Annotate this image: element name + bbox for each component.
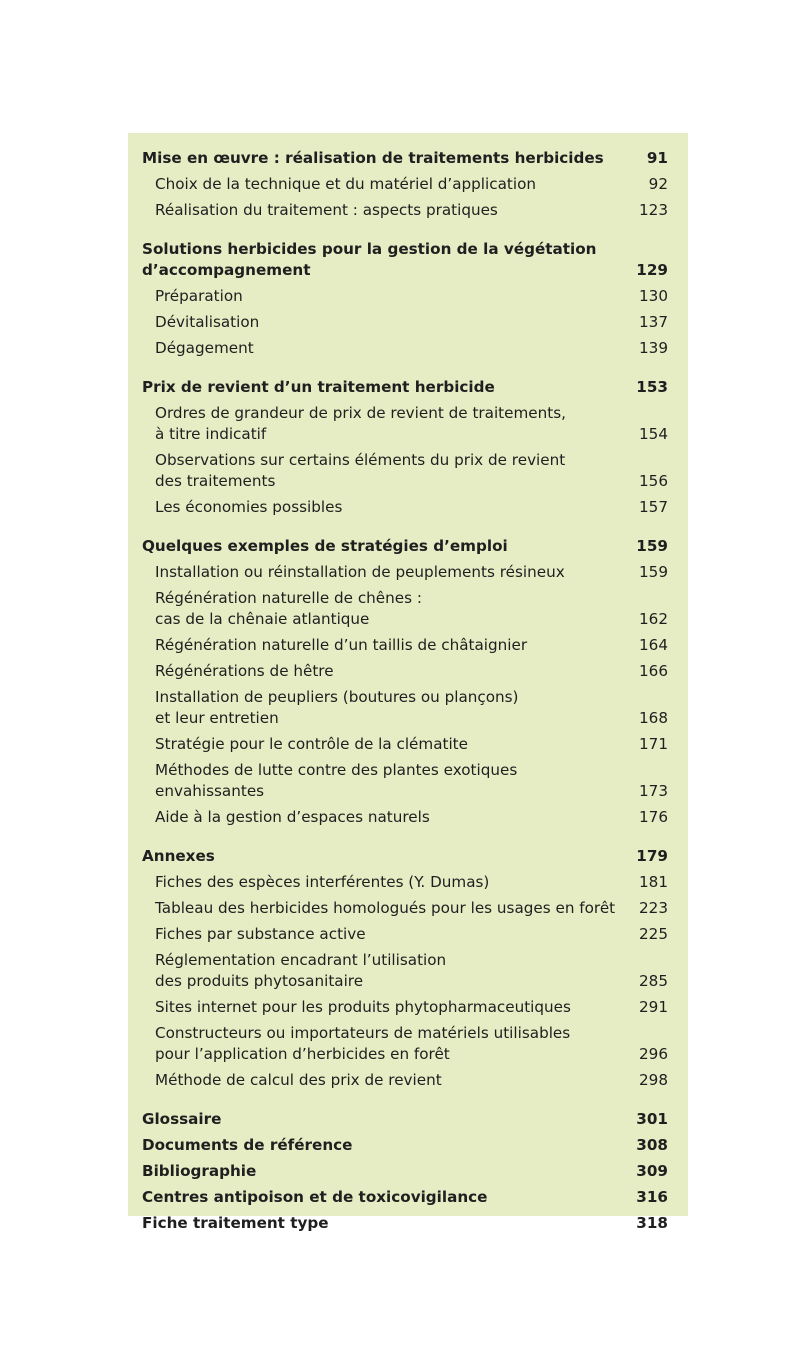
toc-page-number: 154 <box>639 424 668 443</box>
toc-section <box>142 533 668 830</box>
toc-subentry[interactable] <box>142 335 668 361</box>
toc-subentry[interactable] <box>142 947 668 994</box>
toc-page-number: 291 <box>639 997 668 1016</box>
toc-page-number: 298 <box>639 1070 668 1089</box>
toc-chapter-title: Prix de revient d’un traitement herbicide <box>142 377 495 396</box>
toc-subentry-title: Méthodes de lutte contre des plantes exotiques envahissantes <box>155 760 518 800</box>
toc-page-number: 123 <box>639 200 668 219</box>
toc-subentry[interactable] <box>142 895 668 921</box>
toc-page-number: 166 <box>639 661 668 680</box>
toc-subentry[interactable] <box>142 658 668 684</box>
toc-page-number: 153 <box>636 377 668 396</box>
toc-subentry-title: Régénération naturelle d’un taillis de châtaignier <box>155 635 528 654</box>
toc-subentry[interactable] <box>142 921 668 947</box>
toc-subentry[interactable] <box>142 869 668 895</box>
toc-chapter-entry[interactable] <box>142 533 668 559</box>
toc-subentry[interactable] <box>142 283 668 309</box>
toc-subentry[interactable] <box>142 559 668 585</box>
toc-page-number: 168 <box>639 708 668 727</box>
toc-subentry-title: Installation ou réinstallation de peuplements résineux <box>155 562 565 581</box>
toc-subentry[interactable] <box>142 684 668 731</box>
toc-subentry-title: Fiches des espèces interférentes (Y. Dumas) <box>155 872 490 891</box>
toc-page-number: 316 <box>636 1187 668 1206</box>
toc-section <box>142 236 668 361</box>
toc-subentry[interactable] <box>142 494 668 520</box>
toc-chapter-entry[interactable] <box>142 843 668 869</box>
toc-chapter-title: Quelques exemples de stratégies d’emploi <box>142 536 508 555</box>
toc-subentry-title: Régénération naturelle de chênes : cas de la chênaie atlantique <box>155 588 422 628</box>
toc-page-number: 157 <box>639 497 668 516</box>
toc-page-number: 318 <box>636 1213 668 1232</box>
toc-page-number: 176 <box>639 807 668 826</box>
toc-chapter-title: Documents de référence <box>142 1135 353 1154</box>
toc-chapter-entry[interactable] <box>142 1132 668 1158</box>
toc-subentry[interactable] <box>142 171 668 197</box>
toc-page-number: 296 <box>639 1044 668 1063</box>
toc-subentry-title: Stratégie pour le contrôle de la clématite <box>155 734 468 753</box>
toc-chapter-entry[interactable] <box>142 1184 668 1210</box>
toc-subentry-title: Tableau des herbicides homologués pour les usages en forêt <box>155 898 616 917</box>
toc-subentry[interactable] <box>142 632 668 658</box>
toc-section-final <box>142 1106 668 1236</box>
toc-page-number: 171 <box>639 734 668 753</box>
toc-chapter-title: Mise en œuvre : réalisation de traitements herbicides <box>142 148 604 167</box>
toc-chapter-title: Glossaire <box>142 1109 222 1128</box>
toc-subentry-title: Dégagement <box>155 338 254 357</box>
toc-page-number: 130 <box>639 286 668 305</box>
toc-chapter-title: Solutions herbicides pour la gestion de la végétation d’accompagnement <box>142 239 597 279</box>
toc-chapter-title: Bibliographie <box>142 1161 257 1180</box>
toc-page-number: 308 <box>636 1135 668 1154</box>
toc-subentry-title: Ordres de grandeur de prix de revient de traitements, à titre indicatif <box>155 403 566 443</box>
toc-page-number: 301 <box>636 1109 668 1128</box>
toc-chapter-title: Centres antipoison et de toxicovigilance <box>142 1187 488 1206</box>
toc-subentry[interactable] <box>142 447 668 494</box>
toc-page-number: 129 <box>636 260 668 279</box>
toc-subentry-title: Constructeurs ou importateurs de matériels utilisables pour l’application d’herbicides en forêt <box>155 1023 571 1063</box>
toc-subentry[interactable] <box>142 804 668 830</box>
toc-page-number: 164 <box>639 635 668 654</box>
toc-subentry-title: Réalisation du traitement : aspects pratiques <box>155 200 498 219</box>
toc-page-number: 173 <box>639 781 668 800</box>
toc-subentry[interactable] <box>142 197 668 223</box>
toc-chapter-title: Fiche traitement type <box>142 1213 329 1232</box>
toc-subentry[interactable] <box>142 400 668 447</box>
toc-subentry[interactable] <box>142 731 668 757</box>
toc-page-number: 159 <box>636 536 668 555</box>
toc-page-number: 181 <box>639 872 668 891</box>
toc-page-number: 162 <box>639 609 668 628</box>
toc-chapter-entry[interactable] <box>142 1158 668 1184</box>
toc-page-number: 92 <box>648 174 668 193</box>
toc-subentry-title: Les économies possibles <box>155 497 343 516</box>
toc-section <box>142 843 668 1093</box>
toc-subentry[interactable] <box>142 994 668 1020</box>
toc-subentry-title: Dévitalisation <box>155 312 260 331</box>
toc-page-number: 91 <box>646 148 668 167</box>
toc-page-number: 179 <box>636 846 668 865</box>
toc-page-number: 225 <box>639 924 668 943</box>
toc-subentry-title: Choix de la technique et du matériel d’application <box>155 174 537 193</box>
toc-page-number: 159 <box>639 562 668 581</box>
toc-chapter-title: Annexes <box>142 846 215 865</box>
toc-subentry-title: Installation de peupliers (boutures ou plançons) et leur entretien <box>155 687 519 727</box>
toc-subentry-title: Préparation <box>155 286 243 305</box>
toc-page-number: 223 <box>639 898 668 917</box>
toc-section <box>142 145 668 223</box>
toc-subentry-title: Régénérations de hêtre <box>155 661 334 680</box>
toc-chapter-entry[interactable] <box>142 236 668 283</box>
toc-subentry-title: Observations sur certains éléments du prix de revient des traitements <box>155 450 566 490</box>
toc-page-number: 285 <box>639 971 668 990</box>
toc-chapter-entry[interactable] <box>142 145 668 171</box>
toc-subentry-title: Fiches par substance active <box>155 924 366 943</box>
toc-subentry[interactable] <box>142 1067 668 1093</box>
table-of-contents <box>128 133 688 1232</box>
toc-subentry[interactable] <box>142 309 668 335</box>
toc-page-number: 137 <box>639 312 668 331</box>
toc-page-number: 139 <box>639 338 668 357</box>
toc-subentry[interactable] <box>142 1020 668 1067</box>
toc-page-number: 156 <box>639 471 668 490</box>
toc-chapter-entry[interactable] <box>142 1210 668 1236</box>
toc-page-number: 309 <box>636 1161 668 1180</box>
toc-chapter-entry[interactable] <box>142 1106 668 1132</box>
toc-subentry-title: Sites internet pour les produits phytopharmaceutiques <box>155 997 571 1016</box>
toc-chapter-entry[interactable] <box>142 374 668 400</box>
toc-section <box>142 374 668 520</box>
toc-subentry-title: Réglementation encadrant l’utilisation des produits phytosanitaire <box>155 950 447 990</box>
toc-subentry[interactable] <box>142 585 668 632</box>
toc-subentry-title: Aide à la gestion d’espaces naturels <box>155 807 430 826</box>
toc-subentry-title: Méthode de calcul des prix de revient <box>155 1070 442 1089</box>
toc-subentry[interactable] <box>142 757 668 804</box>
